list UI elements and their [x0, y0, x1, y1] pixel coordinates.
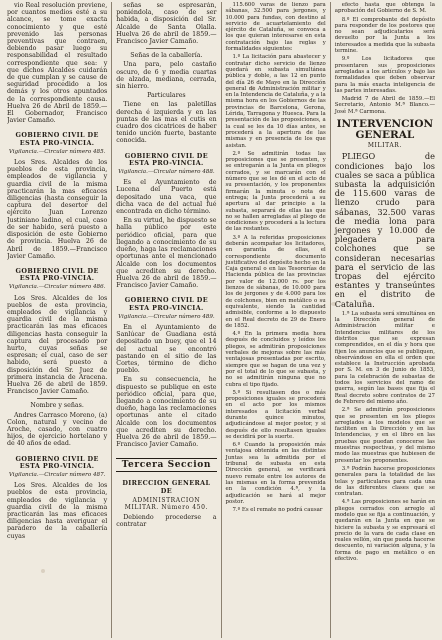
paragraph: Los Sres. Alcaldes de los pueblos de esta provincia, empleados de vigilancia y guardia civil de la misma practicarán las mas eficaces diligencias hasta averiguar el paradero de la caballería cuyas — [7, 482, 108, 540]
paragraph: 4.º En la primera media hora después de concluidos y leídos los pliegos, se admitirán proposiciones verbales de mejoras sobre las más ventajosas presentadas por escrito, siempre que se hagan de una vez y por el total de lo que se subasta, y no se admitirán ninguna que no cubra el tipo fijado. — [225, 331, 326, 388]
circular-subheading: Vigilancia.—Circular número 486. — [8, 284, 106, 291]
conditions-lead: PLIEGO de condiciones bajo los cuales se saca a pública subasta la adquisición de 115.600 varas de lienzo crudo para sábanas, 32.500 varas de media lona para jergones y 10.000 de plegadera para colchones que se consideran necesarias para el servicio de las tropas del ejército estantes y transeúntes en el distrito de Cataluña. — [334, 151, 435, 309]
paragraph: 3.º A la referidas proposiciones deberán acompañar los licitadores, en garantía de ellas, el correspondiente documento justificativo del depósito hecho en la Caja general o en las Tesorerías de Hacienda pública de las provincias por valor de 12.000 rs. por los lienzos de sábanas, de 10.000 para los de jergones y de 4.000 para los de colchones, bien en metálico o su equivalente, siendo la cantidad admisible, conforme a lo dispuesto en el Real decreto de 29 de Enero de 1852. — [225, 234, 326, 329]
centered-caption: Particulares — [147, 92, 186, 100]
paragraph: Los Sres. Alcaldes de los pueblos de esta provincia, empleados de vigilancia y guardia civil de la misma practicarán la mas eficaces diligencias (hasta conseguir la captura del desertor del ejército Juan Lorenzo Justiniano ladino, el cual, caso de ser habido, será puesto a disposición de este Gobierno de provincia. Huelva 26 de Abril de 1859.—Francisco Javier Camaño. — [7, 159, 108, 260]
paragraph: 6.º Cuando la proposición más ventajosa obtenida en las distintas Juntas sea la admitida por el tribunal de subasta en esta Dirección general, se verificará nuevo remate entre los autores de las mismas en la forma prevenida en la condición 4.ª, y la adjudicación se hará al mejor postor. — [225, 442, 326, 505]
paragraph: 1.ª La subasta será simultánea en la Dirección general de Administración militar e Intendencias militares de los distritos que se expresan comprendidos, en el día y hora que fijen los anuncios que se publiquen, observándose en ella el orden que establece la Instrucción aprobada por S. M. en 3 de Junio de 1853, para la celebración de subastas de todos los servicios del ramo de guerra, según las bases que fija el Real decreto sobre contratos de 27 de Febrero del mismo año. — [334, 310, 435, 405]
paragraph: 3.ª Podrán hacerse proposiciones generales para la totalidad de las telas y particulares para cada una de las diferentes clases que se contratan. — [334, 465, 435, 498]
circular-subheading: Vigilancia.—Circular número 487. — [8, 471, 106, 478]
paragraph: efecto hasta que obtenga la aprobación del Gobierno de S. M. — [334, 2, 435, 15]
columns-container — [7, 2, 435, 638]
divider-rule — [146, 48, 186, 49]
paragraph: 115.600 varas de lienzo para sábanas, 32.500 para jergones, y 10.000 para fundas, con destino al servicio de acuartelamiento del ejército de Cataluña, se convoca a los que quieran interesarse en esta contratación bajo las reglas y formalidades siguientes: — [225, 2, 326, 53]
section-heading: GOBIERNO CIVIL DE ESTA PRO-VINCIA. — [15, 454, 99, 470]
department-title: INTERVENCION GENERAL — [336, 118, 434, 142]
paragraph: Debiendo procederse a contratar — [116, 514, 217, 529]
paragraph: 5.º Si resultasen dos o más proposiciones iguales se procederá en el acto por los mismos interesados a licitación verbal durante quince minutos, adjudicándose al mejor postor, y si después de ello resultasen iguales se decidirá por la suerte. — [225, 389, 326, 440]
circular-subheading: Vigilancia.—Circular número 485. — [8, 148, 106, 155]
paragraph: 2.ª Se admitirán proposiciones que se presenten en los pliegos arreglados a los modelos que se faciliten en la Dirección y en las Intendencias, y en el libro en las pruebas que puedan conocerse las muestras respectivas, y del mismo modo las muestras que hubiesen de presentar los proponentes. — [334, 407, 435, 464]
paragraph: 7.º Es el remate no podrá causar — [232, 507, 323, 514]
paragraph: 4.ª Las proposiciones se harán en pliegos cerrados con arreglo al modelo que se fija a continuación, y quedarán en la Junta en que se hiciere la subasta y se expresará el precio de la vara de cada clase en reales vellón, sin que pueda hacerse descuento, ni variación alguna, y la forma de pago en metálico o en efectivo. — [334, 499, 435, 563]
paragraph: 9.º Los licitadores que presentaren sus proposiciones arregladas a los artículos y bajo las formalidades que deben observar para la más exacta inteligencia de las partes interesadas. — [334, 56, 435, 94]
department-line: MILITAR. — [367, 142, 402, 150]
section-heading: GOBIERNO CIVIL DE ESTA PRO-VINCIA. — [15, 131, 99, 147]
column-2 — [111, 2, 220, 638]
circular-subheading: Vigilancia.—Circular número 488. — [118, 169, 215, 176]
circular-subheading: Vigilancia.—Circular número 489. — [118, 313, 215, 320]
column-4 — [330, 2, 435, 638]
paragraph: Tiene en las paletillas derecha é izquierda y en las puntas de las mas el cutis en cuadro dos cicatrices de haber tenido unción fuerte, bastante conocida. — [116, 101, 217, 145]
paragraph: En su virtud, he dispuesto se halla público por este periódico oficial, para que llegando a conocimiento de su dueño, haga las reclamaciones oportunas ante el mencionado Alcalde con los documentos que acrediten su derecho. Huelva 26 de abril de 1859.—Francisco Javier Camaño. — [116, 217, 217, 290]
section-banner: Tercera Seccion — [116, 458, 216, 472]
section-heading: DIRECCION GENERAL DE — [122, 479, 211, 495]
paragraph: 8.º El comprobante del depósito para responder de los postores que no sean adjudicatarios será devuelto por la Junta a los interesados a medida que la subasta termine. — [334, 16, 435, 55]
paragraph: 1.º La licitación para abastecer y contratar dicho servicio de lienzo quedará en subasta simultánea pública y doble, a las 12 en punto del día 26 de Mayo en la Dirección general de Administración militar y en la Intendencia de Cataluña, y a la misma hora en los Gobiernos de las provincias de Barcelona, Gerona, Lérida, Tarragona y Huesca. Para la presentación de las proposiciones, a la cual se les da 10 días antes, se procederá a la apertura de las mismas y en presencia de los que asistan. — [225, 54, 326, 149]
paragraph: Madrid 7 de Abril de 1859.—El Secretario, Antonio M.ª Blanco.—José M.ª Carmona. — [334, 96, 435, 115]
paragraph: Andres Carrasco Moreno, (a) Colon, natural y vecino de Aroche, casado, con cuatro hijos, de ejercicio hortelano y de 40 años de edad. — [7, 411, 108, 448]
section-heading: GOBIERNO CIVIL DE ESTA PRO-VINCIA. — [15, 266, 99, 283]
paragraph: vio Real resolución previene, por cuantos medios esté a su alcance, se tome exacta conocimiento y que esté prevenido las personas preventivas que contraen, debiendo pasar luego su responsabilidad el resultado correspondiente que sea: y que dichos Alcaldes cuidarán de que cumplan y se cause de seguridad procedido a los demás y los otros apuntados de la correspondiente causa. Huelva 26 de Abril de 1859.—El Gobernador, Francisco Javier Camaño. — [7, 2, 108, 125]
divider-rule — [37, 398, 77, 399]
paragraph: En su consecuencia, he dispuesto se publique en este periódico oficial, para que, llegando a conocimiento de su dueño, haga las reclamaciones oportunas ante el citado Alcalde con los documentos que acrediten su derecho. Huelva 26 de abril de 1859.—Francisco Javier Camaño. — [116, 376, 217, 449]
paragraph: 2.º Se admitirán todas las proposiciones que se presenten, y se entregarán a la Junta en pliegos cerrados, y se marcarán con el número que se les dé en el acto de su presentación, y los proponentes firmarán la minuta o nota de entrega; la Junta procederá a su apertura al dar principio a la subasta, separará de ellas las que no se hallen arregladas al pliego de condiciones y procederá a la lectura de las restantes. — [225, 150, 326, 233]
paragraph: Es el Ayuntamiento de Lucena del Puerto está depositado una vaca, que dicha vaca de del actual fué encontrada en dicho término. — [116, 179, 217, 216]
paragraph: En el Ayuntamiento de Sanlúcar de Guadiana está depositado un buey, que el 14 del actual se encontró pastando en el sitio de las Cortes, término de dicho pueblo. — [116, 323, 217, 375]
paragraph: señas se espresarán, poniéndola, caso de ser habida, a disposición del Sr. Alcalde de Santa Olalla. Huelva 26 de abril de 1859.—Francisco Javier Camaño. — [116, 2, 217, 46]
centered-caption: Señas de la caballería. — [130, 52, 203, 60]
column-1 — [7, 2, 111, 638]
column-3 — [221, 2, 330, 638]
section-heading: GOBIERNO CIVIL DE ESTA PRO-VINCIA. — [124, 296, 208, 312]
centered-caption: Nombre y señas. — [30, 402, 84, 410]
department-line: ADMINISTRACION MILITAR. Número 450. — [124, 496, 209, 511]
paragraph: Una para, pelo castaño oscuro, de 6 y media cuartas de alzada, mediana, cerrada, sin hierro. — [116, 61, 217, 91]
paragraph: Los Sres. Alcaldes de los pueblos de esta provincia, empleados de vigilancia y guardia civil de la misma practicarán las mas eficaces diligencias hasta conseguir la captura del procesado por hurto, cuyas señas se espresan; el cual, caso de ser habido, será puesto a disposición del Sr. Juez de primera instancia de Aracena. Huelva 26 de abril de 1859. Francisco Javier Camaño. — [7, 294, 108, 396]
section-heading: GOBIERNO CIVIL DE ESTA PRO-VINCIA. — [124, 151, 208, 167]
